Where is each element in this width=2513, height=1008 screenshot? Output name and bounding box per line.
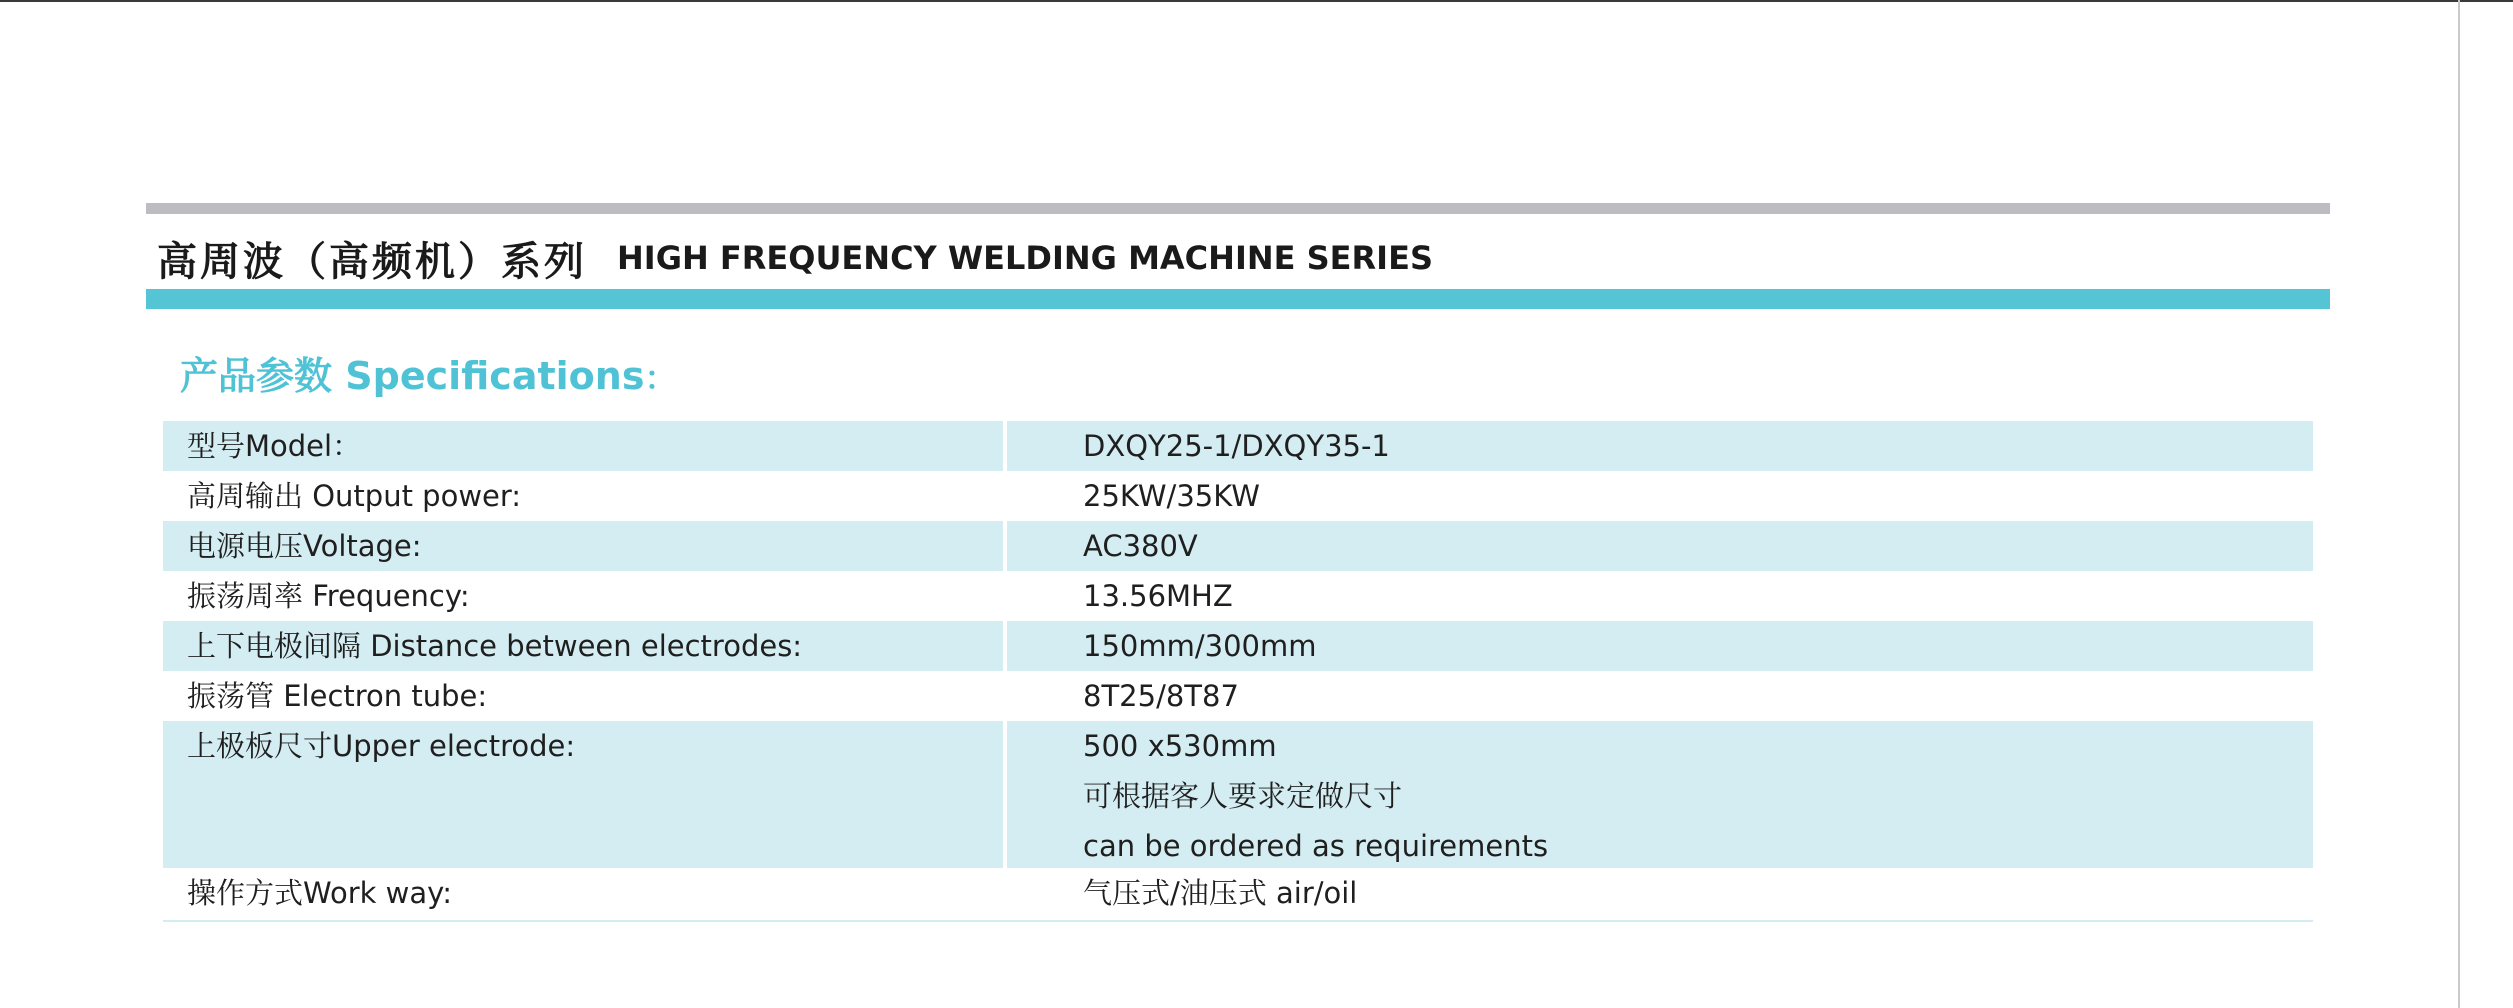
spec-value-line: 可根据客人要求定做尺寸 [1083, 779, 1403, 813]
specifications-heading-colon: ： [644, 359, 677, 397]
spec-row-model [163, 421, 2313, 471]
spec-value: AC380V [1007, 521, 2313, 571]
spec-value: DXQY25-1/DXQY35-1 [1007, 421, 2313, 471]
spec-row-work-way [163, 868, 2313, 918]
spec-value: 25KW/35KW [1083, 479, 1260, 513]
table-bottom-rule [163, 920, 2313, 922]
spec-row-upper-electrode [163, 721, 2313, 868]
spec-value-line: 500 x530mm [1083, 729, 1277, 763]
spec-row-electron-tube [163, 671, 2313, 721]
spec-row-frequency [163, 571, 2313, 621]
header-cyan-band [146, 289, 2330, 309]
spec-value: 8T25/8T87 [1083, 679, 1239, 713]
spec-label: 上极板尺寸Upper electrode: [163, 721, 1003, 868]
specifications-heading-chinese: 产品参数 [180, 354, 333, 398]
spec-row-electrode-distance [163, 621, 2313, 671]
specifications-table [163, 421, 2313, 918]
page-top-rule [0, 0, 2513, 2]
spec-row-voltage [163, 521, 2313, 571]
spec-label: 上下电极间隔 Distance between electrodes: [163, 621, 1003, 671]
spec-label: 高周输出 Output power: [187, 479, 522, 513]
series-title-english: HIGH FREQUENCY WELDING MACHINE SERIES [617, 239, 1433, 277]
spec-row-output-power [163, 471, 2313, 521]
spec-value: 13.56MHZ [1083, 579, 1233, 613]
spec-label: 型号Model： [163, 421, 1003, 471]
specifications-heading-english: Specifications [345, 354, 645, 398]
spec-value: 150mm/300mm [1007, 621, 2313, 671]
header-gray-band [146, 203, 2330, 214]
spec-value [1007, 721, 2313, 868]
spec-label: 振荡管 Electron tube: [187, 679, 488, 713]
spec-value-line: can be ordered as requirements [1083, 829, 1549, 863]
page-edge-rule [2458, 0, 2460, 1008]
specifications-heading [180, 345, 676, 400]
spec-value: 气压式/油压式 air/oil [1083, 876, 1358, 910]
series-title-chinese: 高周波（高频机）系列 [157, 238, 587, 285]
spec-label: 振荡周率 Frequency: [187, 579, 470, 613]
spec-label: 操作方式Work way: [187, 876, 452, 910]
series-title [157, 228, 1433, 288]
spec-label: 电源电压Voltage: [163, 521, 1003, 571]
